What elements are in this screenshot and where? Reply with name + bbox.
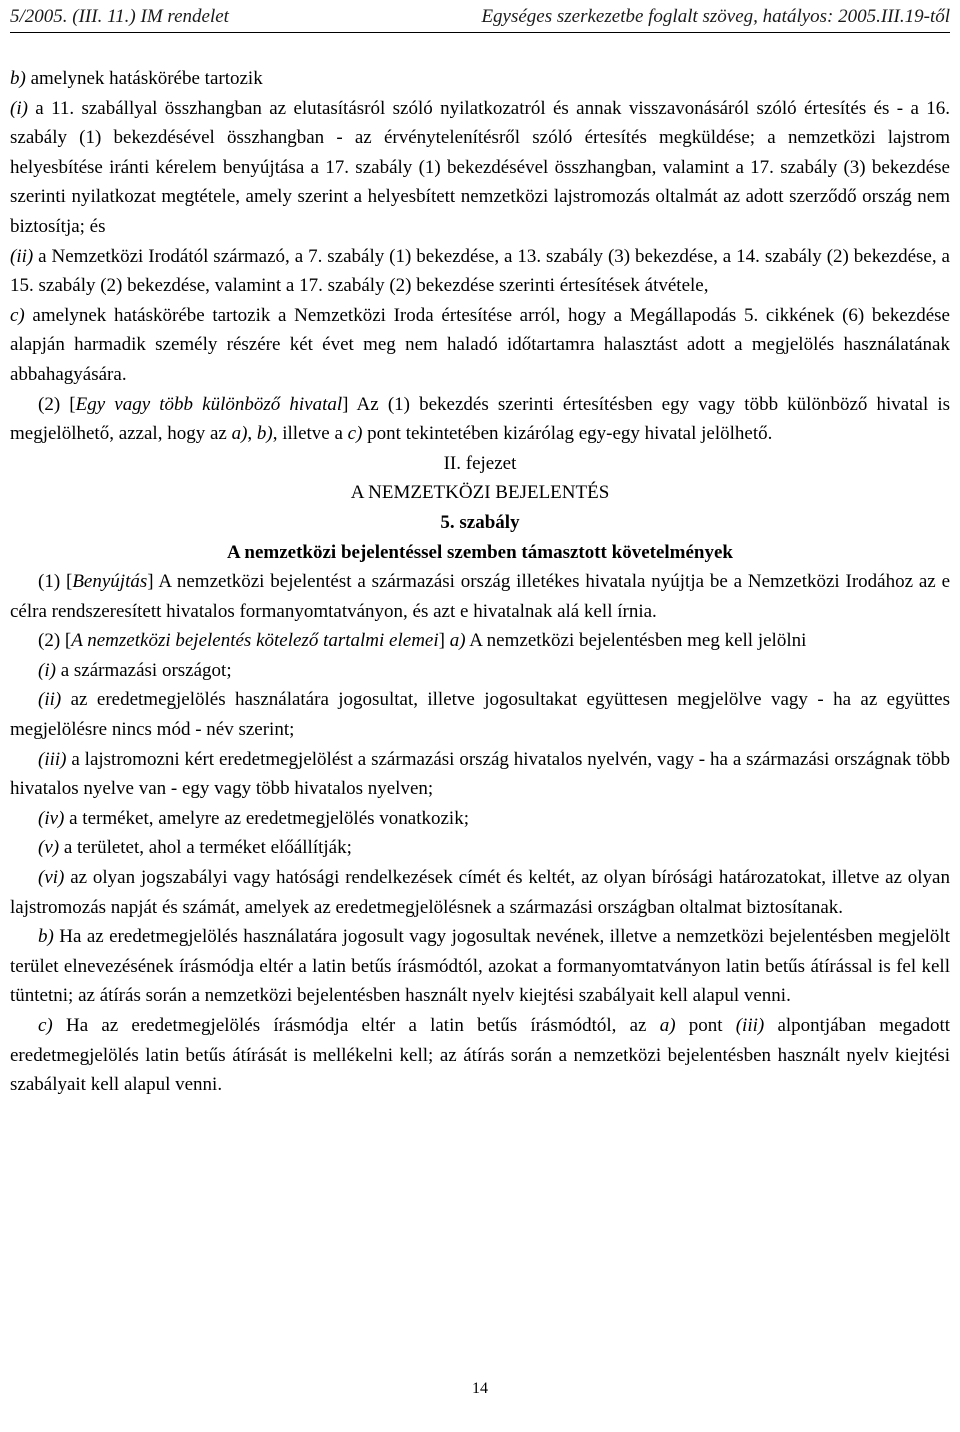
heading-italic: A nemzetközi bejelentés kötelező tartalmi elemei [71, 630, 439, 652]
text-part: , [247, 423, 257, 445]
list-item [10, 656, 950, 686]
text-part: , illetve a [272, 423, 348, 445]
heading-italic: Benyújtás [72, 571, 148, 593]
paragraph-q1 [10, 567, 950, 626]
text-part: ] Az (1) bekezdés szerinti értesítésben egy vagy több különböző hivatal is megjelölhető, azzal, hogy az [10, 393, 951, 445]
text-part: az olyan jogszabályi vagy hatósági rendelkezések címét és keltét, az olyan bírósági határozatokat, illetve az olyan lajstromozás napját és számát, amelyek az eredetmegjelölésnek a származási országban oltalmat biztosítanak. [10, 867, 950, 918]
item-marker: a) [659, 1015, 676, 1036]
text-part: alpontjában megadott eredetmegjelölés latin betűs átírását is mellékelni kell; az átírás során a nemzetközi bejelentésben használt nyelv kiejtési szabályait kell alapul venni. [10, 1015, 950, 1096]
header-rule [10, 32, 950, 33]
chapter-title: A NEMZETKÖZI BEJELENTÉS [350, 482, 610, 504]
paragraph-b-i [10, 94, 950, 242]
list-item [10, 833, 950, 863]
list-item [10, 863, 950, 922]
text-part: ] A nemzetközi bejelentést a származási ország illetékes hivatala nyújtja be a Nemzetközi Irodához az e célra rendszeresített hivatalos formanyomtatványon, és azt e hivatalnak alá kell írnia. [10, 571, 950, 622]
paragraph-text: amelynek hatáskörébe tartozik a Nemzetközi Iroda értesítése arról, hogy a Megállapodás 5. cikkének (6) bekezdése alapján harmadik személy részére két évet meg nem haladó időtartamra halasztást adott a megjelölés használatának abbahagyására. [10, 304, 950, 385]
item-marker: a) [231, 423, 248, 445]
text-part: a terméket, amelyre az eredetmegjelölés vonatkozik; [64, 807, 469, 829]
item-marker: (iv) [38, 807, 65, 829]
paragraph-text: amelynek hatáskörébe tartozik [25, 68, 263, 89]
item-marker: (iii) [735, 1015, 765, 1036]
text-part: a területet, ahol a terméket előállítják; [59, 837, 352, 859]
text-part: A nemzetközi bejelentésben meg kell jelölni [465, 630, 807, 652]
header-left: 5/2005. (III. 11.) IM rendelet [10, 6, 229, 27]
list-item [10, 685, 950, 744]
item-marker: (ii) [10, 245, 34, 267]
item-marker: (i) [10, 97, 28, 119]
item-marker: (iii) [38, 748, 67, 770]
item-marker: (i) [38, 659, 56, 681]
text-part: a lajstromozni kért eredetmegjelölést a származási ország hivatalos nyelvén, vagy - ha a származási országnak több hivatalos nyelve van - egy vagy több hivatalos nyelven; [10, 748, 950, 800]
text-part: pont tekintetében kizárólag egy-egy hivatal jelölhető. [362, 423, 773, 445]
item-marker: b) [38, 926, 54, 948]
list-item [10, 745, 950, 804]
text-part: (2) [ [38, 630, 72, 652]
document-body [10, 64, 950, 1100]
text-part: pont [675, 1015, 736, 1036]
heading-italic: Egy vagy több különböző hivatal [75, 393, 343, 415]
chapter-number: II. fejezet [443, 452, 517, 474]
paragraph-2 [10, 390, 950, 449]
paragraph-b-ii [10, 242, 950, 301]
item-marker: c) [38, 1015, 53, 1036]
paragraph-b [10, 64, 950, 94]
paragraph-qc [10, 1011, 950, 1100]
paragraph-c [10, 301, 950, 390]
item-marker: (v) [38, 837, 60, 859]
item-marker: b) [256, 423, 273, 445]
text-part: Ha az eredetmegjelölés írásmódja eltér a latin betűs írásmódtól, az [52, 1015, 660, 1036]
list-item [10, 804, 950, 834]
item-marker: (ii) [38, 689, 62, 711]
text-part: Ha az eredetmegjelölés használatára jogosult vagy jogosultak nevének, illetve a nemzetközi bejelentésben megjelölt terület elnevezésének írásmódja eltér a latin betűs írásmódtól, azokat a formanyomtatványon latin betűs átírással is fel kell tüntetni; az átírás során a nemzetközi bejelentésben használt nyelv kiejtési szabályait kell alapul venni. [10, 926, 950, 1007]
item-marker: c) [347, 423, 363, 445]
paragraph-text: a 11. szabállyal összhangban az elutasításról szóló nyilatkozatról és annak visszavonásáról szóló értesítés és - a 16. szabály (1) bekezdésével összhangban - az érvénytelenítésről szóló értesítés megküldése; a nemzetközi lajstrom helyesbítése iránti kérelem benyújtása a 17. szabály (1) bekezdésével összhangban, valamint a 17. szabály (3) bekezdése szerinti nyilatkozat megtétele, amely szerint a helyesbített nemzetközi lajstromozás oltalmát az adott szerződő ország nem biztosítja; és [10, 97, 950, 237]
text-part: (2) [ [38, 393, 76, 415]
paragraph-qb [10, 922, 950, 1011]
page-header [10, 0, 950, 34]
page-number: 14 [472, 1380, 488, 1397]
text-part: a származási országot; [55, 659, 232, 681]
text-part: (1) [ [38, 571, 73, 593]
item-marker: a) [449, 630, 466, 652]
paragraph-text: a Nemzetközi Irodától származó, a 7. szabály (1) bekezdése, a 13. szabály (3) bekezdése, a 14. szabály (2) bekezdése, a 15. szabály (2) bekezdése, valamint a 17. szabály (2) bekezdése szerinti értesítések átvétele, [10, 245, 950, 297]
text-part: az eredetmegjelölés használatára jogosultat, illetve jogosultakat együttesen megjelölve vagy - ha az együttes megjelölésre nincs mód - név szerint; [10, 689, 950, 741]
header-right: Egységes szerkezetbe foglalt szöveg, hatályos: 2005.III.19-től [481, 6, 950, 27]
item-marker: c) [10, 304, 25, 326]
item-marker: b) [10, 68, 26, 89]
rule-title: A nemzetközi bejelentéssel szemben támasztott követelmények [226, 541, 733, 563]
rule-number: 5. szabály [440, 511, 520, 533]
paragraph-q2 [10, 626, 950, 656]
item-marker: (vi) [38, 867, 65, 889]
text-part: ] [438, 630, 450, 652]
